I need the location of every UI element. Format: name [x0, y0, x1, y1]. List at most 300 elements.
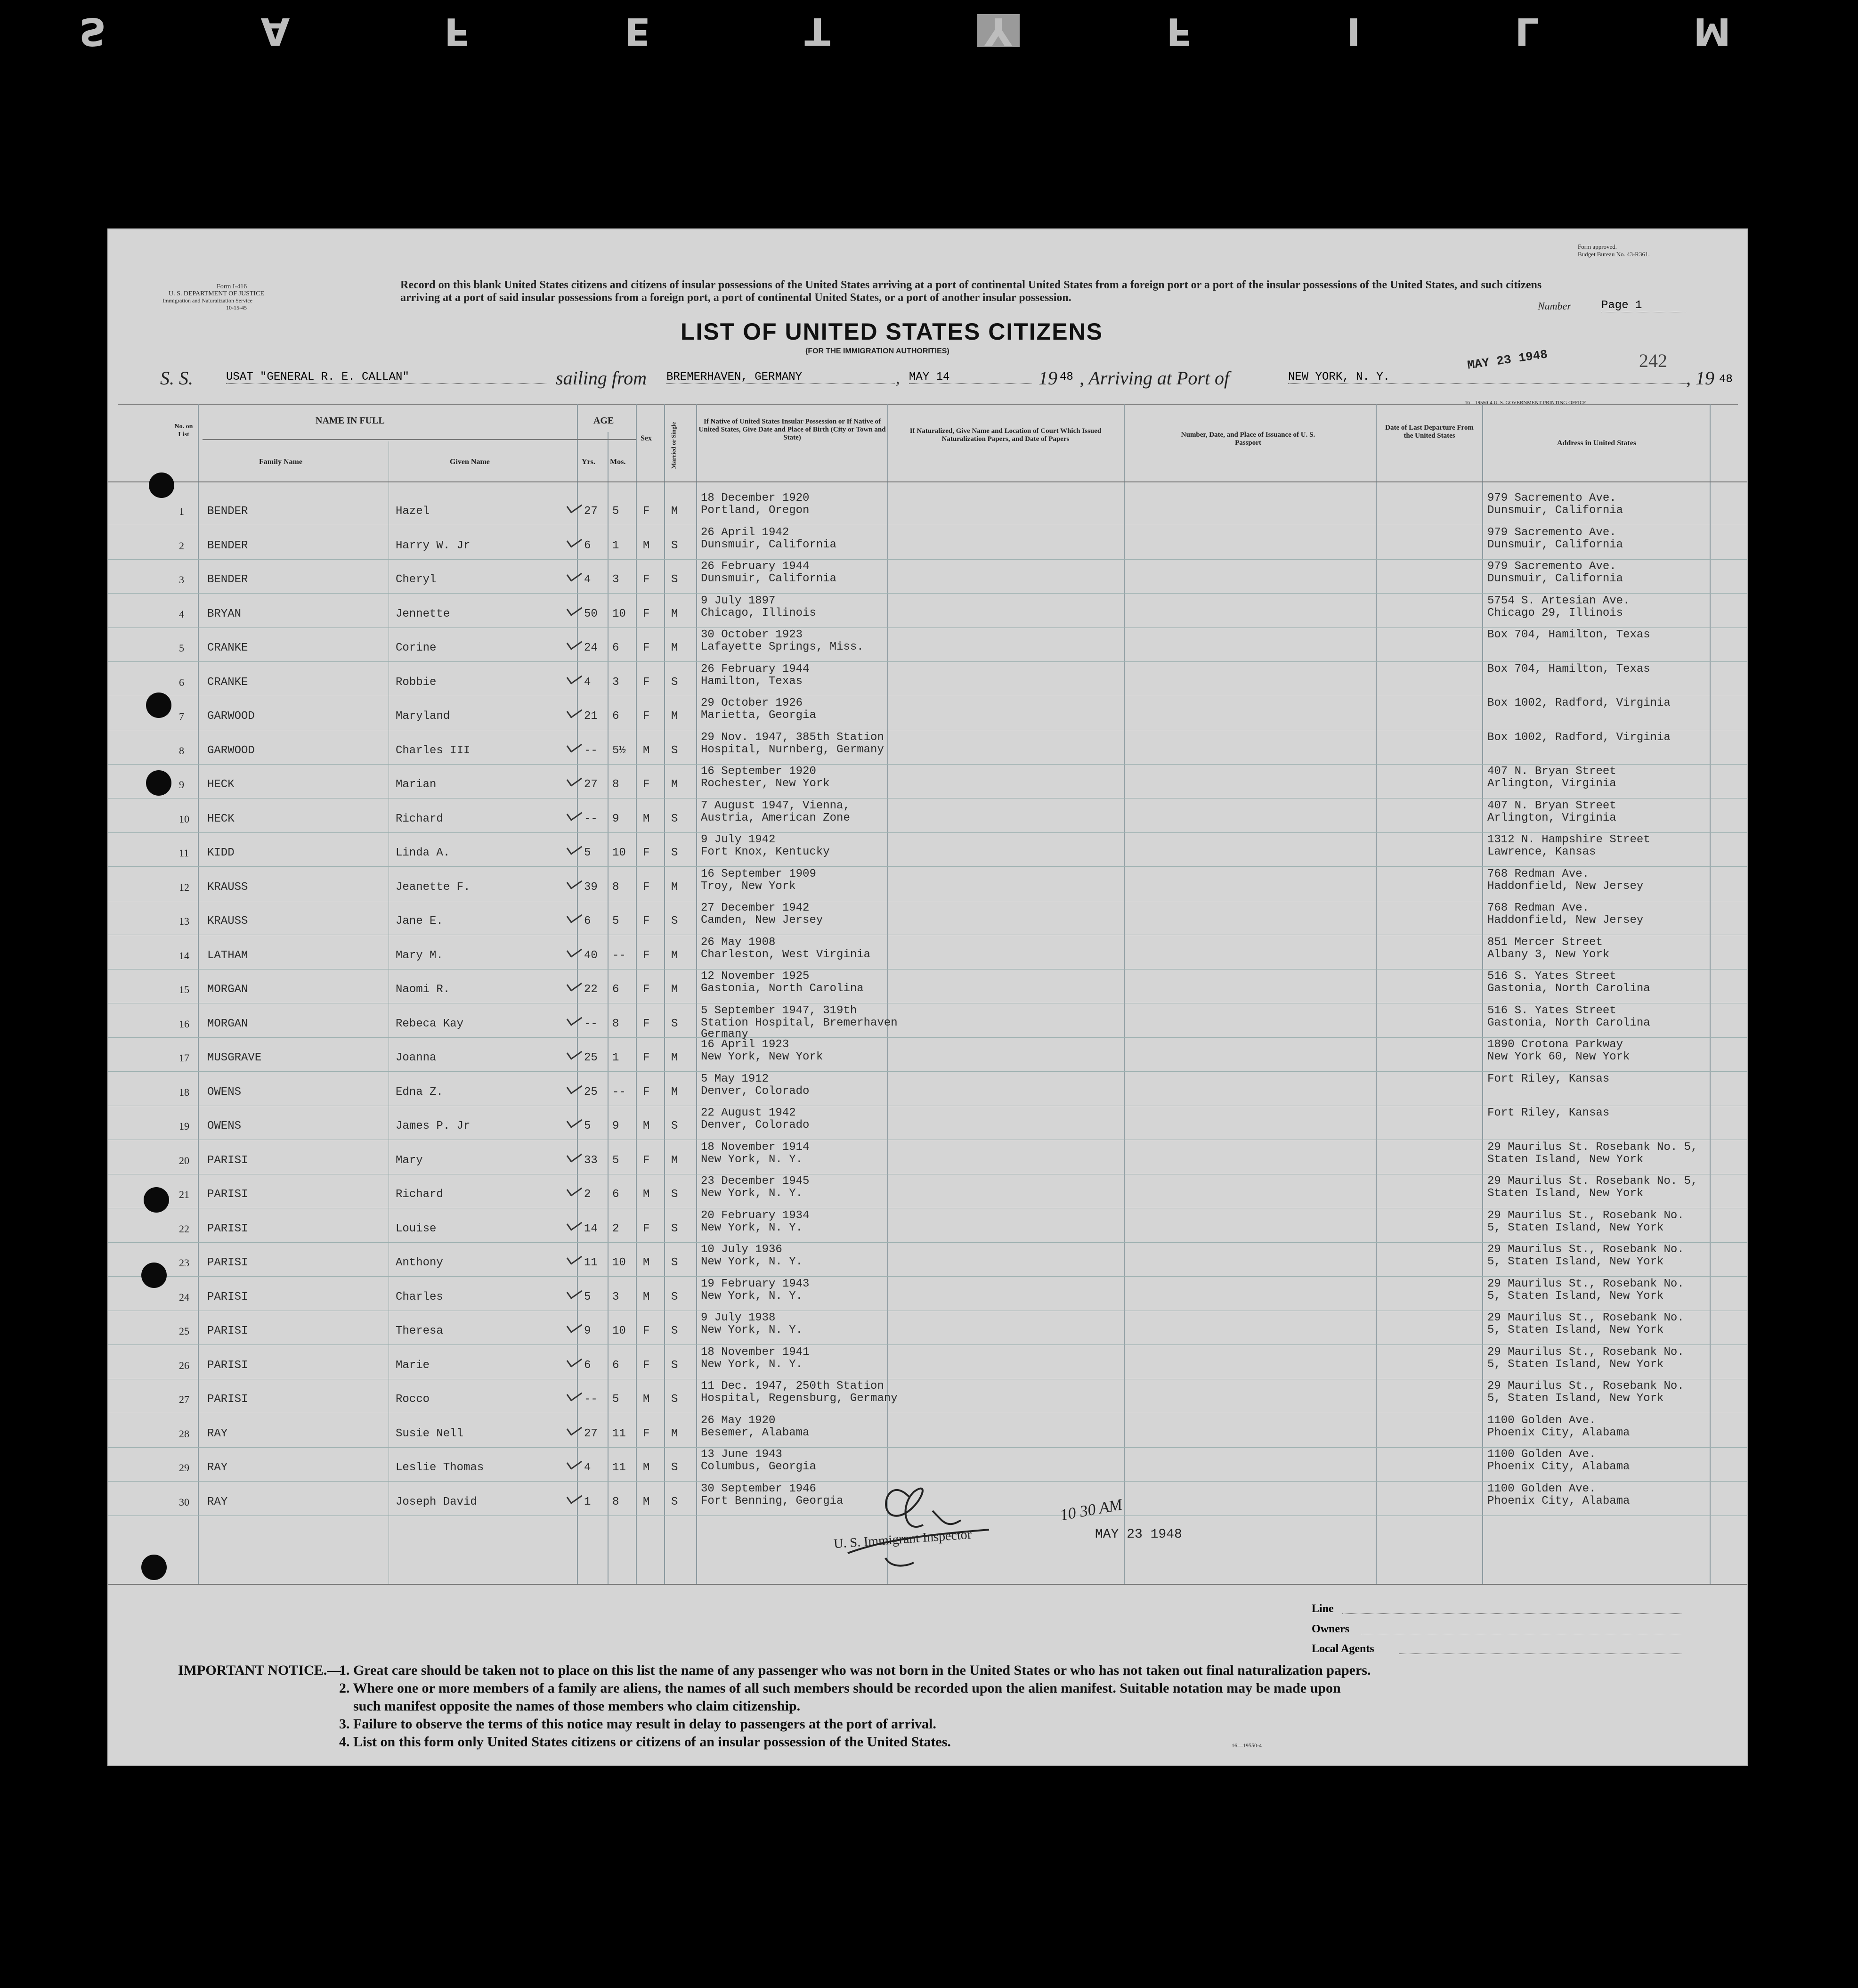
address-line-2: Phoenix City, Alabama [1487, 1494, 1630, 1507]
age-months: 6 [612, 1188, 619, 1201]
birth-place: New York, N. Y. [701, 1324, 803, 1336]
marital-status: S [671, 744, 678, 757]
birth-place: Fort Benning, Georgia [701, 1494, 844, 1507]
age-years: 6 [584, 1359, 591, 1372]
address-line-1: 768 Redman Ave. [1487, 867, 1590, 880]
signature-time: 10 30 AM [1058, 1496, 1124, 1524]
row-number: 10 [179, 813, 189, 825]
row-number: 3 [179, 574, 184, 586]
punch-hole [146, 693, 171, 718]
birth-place: Hospital, Regensburg, Germany [701, 1392, 898, 1405]
punch-hole [141, 1263, 167, 1288]
row-number: 29 [179, 1462, 189, 1474]
marital-status: S [671, 812, 678, 825]
birth-date: 7 August 1947, Vienna, [701, 799, 850, 812]
marital-status: S [671, 1359, 678, 1372]
age-years: 4 [584, 1461, 591, 1474]
col-naturalized: If Naturalized, Give Name and Location of Court Which Issued Naturalization Papers, and Date of Papers [909, 427, 1102, 443]
signature-stamp: MAY 23 1948 [1095, 1527, 1182, 1542]
year-suffix: 48 [1060, 371, 1073, 383]
form-intro: Record on this blank United States citizens and citizens of insular possessions of the United States arriving at a port of continental United States from a foreign port or a port of the insular possessions of the United States, and such citizens arriving at a port of said insular possessions from a foreign port, a port of continental United States, or a port of another insular possession. [400, 279, 1542, 304]
age-months: 3 [612, 573, 619, 586]
birth-date: 26 May 1920 [701, 1414, 776, 1427]
given-name: Linda A. [396, 847, 450, 859]
footer-code: 16—19550-4 [1232, 1742, 1262, 1749]
age-months: 1 [612, 539, 619, 552]
address-line-1: Fort Riley, Kansas [1487, 1072, 1610, 1085]
address-line-1: 29 Maurilus St., Rosebank No. [1487, 1243, 1684, 1256]
age-years: 1 [584, 1495, 591, 1508]
given-name: Rocco [396, 1393, 430, 1406]
age-months: -- [612, 949, 626, 962]
family-name: RAY [207, 1495, 228, 1508]
address-line-1: 29 Maurilus St., Rosebank No. [1487, 1209, 1684, 1222]
sex: F [643, 880, 650, 894]
address-line-2: Haddonfield, New Jersey [1487, 880, 1644, 893]
address-line-2: 5, Staten Island, New York [1487, 1289, 1664, 1303]
row-number: 25 [179, 1325, 189, 1337]
age-years: -- [584, 1393, 598, 1406]
address-line-2: Dunsmuir, California [1487, 538, 1623, 551]
age-months: 10 [612, 607, 626, 620]
birth-place: Fort Knox, Kentucky [701, 846, 830, 858]
row-number: 15 [179, 984, 189, 995]
film-edge-text: S A F E T Y F I L M [79, 9, 1801, 53]
birth-place: Lafayette Springs, Miss. [701, 641, 864, 653]
age-years: 11 [584, 1256, 598, 1269]
row-number: 5 [179, 642, 184, 654]
notice-label: IMPORTANT NOTICE.— [178, 1662, 341, 1678]
age-months: 11 [612, 1427, 626, 1440]
age-months: 1 [612, 1051, 619, 1064]
given-name: Joseph David [396, 1495, 477, 1508]
age-years: 40 [584, 949, 598, 962]
birth-date: 26 February 1944 [701, 560, 810, 573]
address-line-1: 407 N. Bryan Street [1487, 799, 1616, 812]
col-family-name: Family Name [259, 458, 302, 466]
birth-date: 5 May 1912 [701, 1072, 769, 1085]
birth-date: 16 April 1923 [701, 1038, 789, 1051]
birth-date: 23 December 1945 [701, 1175, 810, 1188]
address-line-2: 5, Staten Island, New York [1487, 1392, 1664, 1405]
age-years: 33 [584, 1154, 598, 1167]
birth-date: 16 September 1920 [701, 765, 816, 778]
family-name: BENDER [207, 539, 248, 552]
address-line-2: Staten Island, New York [1487, 1153, 1644, 1166]
sex: M [643, 1461, 650, 1474]
birth-date: 29 Nov. 1947, 385th Station [701, 731, 884, 744]
address-line-2: Gastonia, North Carolina [1487, 1016, 1650, 1029]
family-name: HECK [207, 778, 235, 791]
age-years: 25 [584, 1085, 598, 1099]
col-name-in-full: NAME IN FULL [316, 416, 385, 426]
birth-place: New York, N. Y. [701, 1153, 803, 1166]
age-months: 6 [612, 710, 619, 723]
marital-status: M [671, 949, 678, 962]
sex: F [643, 983, 650, 996]
family-name: HECK [207, 812, 235, 825]
age-years: -- [584, 812, 598, 825]
notice-2a: 2. Where one or more members of a family are aliens, the names of all such members should be recorded upon the alien manifest. Suitable notation may be made upon [339, 1680, 1341, 1696]
marital-status: S [671, 676, 678, 689]
age-months: 8 [612, 1017, 619, 1030]
family-name: PARISI [207, 1325, 248, 1337]
given-name: Richard [396, 1188, 443, 1201]
marital-status: S [671, 1495, 678, 1508]
given-name: Charles III [396, 744, 471, 757]
notice-1: 1. Great care should be taken not to place on this list the name of any passenger who was not born in the United States or who has not taken out final naturalization papers. [339, 1662, 1371, 1678]
col-no: No. on List [174, 423, 193, 438]
address-line-1: 29 Maurilus St., Rosebank No. [1487, 1277, 1684, 1290]
address-line-1: 407 N. Bryan Street [1487, 765, 1616, 778]
sex: F [643, 1085, 650, 1099]
marital-status: M [671, 1085, 678, 1099]
sex: M [643, 1495, 650, 1508]
address-line-2: 5, Staten Island, New York [1487, 1324, 1664, 1336]
sex: M [643, 812, 650, 825]
row-number: 23 [179, 1257, 189, 1269]
age-months: 6 [612, 642, 619, 654]
age-years: 25 [584, 1051, 598, 1064]
birth-place: New York, New York [701, 1051, 823, 1063]
given-name: Hazel [396, 505, 430, 518]
given-name: Edna Z. [396, 1085, 443, 1099]
footer-owners-label: Owners [1312, 1623, 1349, 1635]
date-stamp: MAY 23 1948 [1466, 347, 1549, 373]
sex: F [643, 949, 650, 962]
given-name: Marie [396, 1359, 430, 1372]
col-age: AGE [593, 416, 614, 426]
marital-status: M [671, 880, 678, 894]
given-name: Jeanette F. [396, 880, 471, 894]
age-months: 3 [612, 1290, 619, 1304]
address-line-2: Albany 3, New York [1487, 948, 1610, 961]
sex: F [643, 915, 650, 928]
birth-place: Station Hospital, Bremerhaven [701, 1016, 898, 1029]
birth-date: 18 November 1941 [701, 1345, 810, 1359]
footer-line-label: Line [1312, 1603, 1334, 1615]
marital-status: S [671, 1325, 678, 1337]
row-number: 4 [179, 608, 184, 620]
birth-place: Columbus, Georgia [701, 1460, 816, 1473]
marital-status: S [671, 1461, 678, 1474]
year-suffix-2: 48 [1719, 373, 1733, 386]
family-name: KIDD [207, 847, 235, 859]
address-line-2: Arlington, Virginia [1487, 811, 1616, 824]
birth-date: 11 Dec. 1947, 250th Station [701, 1380, 884, 1393]
form-approval: Form approved. [1578, 243, 1617, 250]
notice-4: 4. List on this form only United States citizens or citizens of an insular possession of the United States. [339, 1734, 951, 1750]
family-name: BRYAN [207, 607, 242, 620]
col-married: Married or Single [670, 422, 677, 469]
address-line-1: 851 Mercer Street [1487, 936, 1603, 949]
row-number: 28 [179, 1427, 189, 1440]
address-line-1: Box 1002, Radford, Virginia [1487, 697, 1671, 709]
inspector-title: U. S. Immigrant Inspector [833, 1527, 972, 1552]
sex: F [643, 778, 650, 791]
family-name: PARISI [207, 1222, 248, 1235]
marital-status: S [671, 1017, 678, 1030]
inspector-signature [791, 1464, 1093, 1577]
row-number: 2 [179, 539, 184, 552]
sex: M [643, 1188, 650, 1201]
age-years: 50 [584, 607, 598, 620]
address-line-1: 29 Maurilus St., Rosebank No. [1487, 1380, 1684, 1393]
age-years: 4 [584, 676, 591, 689]
sex: F [643, 1154, 650, 1167]
footer-agents-label: Local Agents [1312, 1643, 1374, 1655]
printing-office: 16—19550-4 U. S. GOVERNMENT PRINTING OFFICE [1465, 400, 1587, 406]
birth-place-extra: Germany [701, 1027, 748, 1041]
age-months: 10 [612, 1256, 626, 1269]
given-name: Corine [396, 642, 437, 654]
col-passport: Number, Date, and Place of Issuance of U. S. Passport [1181, 431, 1315, 447]
given-name: Rebeca Kay [396, 1017, 464, 1030]
birth-date: 9 July 1942 [701, 833, 776, 846]
col-mos: Mos. [610, 458, 626, 466]
birth-date: 10 July 1936 [701, 1243, 782, 1256]
age-years: 9 [584, 1325, 591, 1337]
address-line-2: Dunsmuir, California [1487, 572, 1623, 585]
address-line-1: 1100 Golden Ave. [1487, 1482, 1596, 1495]
arriving-label: , Arriving at Port of [1079, 367, 1230, 389]
manifest-sheet: Form I-416 U. S. DEPARTMENT OF JUSTICE Immigration and Naturalization Service 10-15-45 Form approved. Budget Bureau No. 43-R361. Record on this blank United States citizens and citizens of insular possessions of the United States arriving at a port of continental United States from a foreign port or a port of the insular possessions of the United States, and such citizens arriving at a port of said insular possessions from a foreign port, a port of continental United States, or a port of another insular possession. Number Page 1 LIST OF UNITED STATES CITIZENS (FOR THE IMMIGRATION AUTHORITIES) S. S. USAT "GENERAL R. E. CALLAN" sailing from BREMERHAVEN, GERMANY , MAY 14 19 48 , Arriving at Port of NEW YORK, N. Y. MAY 23 1948 , 19 48 242 16—19550-4 U. S. GOVERNMENT PRINTING OFFICE No. on List NAME IN FULL Family Name Given Name AGE Yrs. Mos. Sex Married or Single If Native of United States Insular Possession or If Native of United States, Give Date and Place of Birth (City or Town and State) If Naturalized, Give Name and Location of Court Which Issued Naturalization Papers, and Date of Papers Number, Date, and Place of Issuance of U. S. Passport Date of Last Departure From the United States Address in United States 1 BENDER Hazel 27 5 F M 18 December 1920 Portland, Oregon 979 Sacremento Ave. Dunsmuir, California 2 BENDER Harry W. Jr 6 1 M S 26 April 1942 Dunsmuir, California 979 Sacremento Ave. Dunsmuir, California 3 BENDER Cheryl 4 3 F S 26 February 1944 Dunsmuir, California 979 Sacremento Ave. Dunsmuir, California 4 BRYAN Jennette 50 10 F M 9 July 1897 Chicago, Illinois 5754 S. Artesian Ave. Chicago 29, Illinois 5 CRANKE Corine 24 6 F M 30 October 1923 Lafayette Springs, Miss. Box 704, Hamilton, Texas 6 CRANKE Robbie 4 3 F S 26 February 1944 Hamilton, Texas Box 704, Hamilton, Texas 7 GARWOOD Maryland 21 6 F M 29 October 1926 Marietta, Georgia Box 1002, Radford, Virginia 8 GARWOOD Charles III -- 5½ M S 29 Nov. 1947, 385th Station Hospital, Nurnberg, Germany Box 1002, Radford, Virginia 9 HECK Marian 27 8 F M 16 September 1920 Rochester, New York 407 N. Bryan Street Arlington, Virginia 10 HECK Richard -- 9 M S 7 August 1947, Vienna, Austria, American Zone 407 N. Bryan Street Arlington, Virginia 11 KIDD Linda A. 5 10 F S 9 July 1942 Fort Knox, Kentucky 1312 N. Hampshire Street Lawrence, Kansas 12 KRAUSS Jeanette F. 39 8 F M 16 September 1909 Troy, New York 768 Redman Ave. Haddonfield, New Jersey 13 KRAUSS Jane E. 6 5 F S 27 December 1942 Camden, New Jersey 768 Redman Ave. Haddonfield, New Jersey 14 LATHAM Mary M. 40 -- F M 26 May 1908 Charleston, West Virginia 851 Mercer Street Albany 3, New York 15 MORGAN Naomi R. 22 6 F M 12 November 1925 Gastonia, North Carolina 516 S. Yates Street Gastonia, North Carolina 16 MORGAN Rebeca Kay -- 8 F S 5 September 1947, 319th Station Hospital, Bremerhaven Germany 516 S. Yates Street Gastonia, North Carolina 17 MUSGRAVE Joanna 25 1 F M 16 April 1923 New York, New York 1890 Crotona Parkway New York 60, New York 18 OWENS Edna Z. 25 -- F M 5 May 1912 Denver, Colorado Fort Riley, Kansas 19 OWENS James P. Jr 5 9 M S 22 August 1942 Denver, Colorado Fort Riley, Kansas 20 PARISI Mary 33 5 F M 18 November 1914 New York, N. Y. 29 Maurilus St. Rosebank No. 5, Staten Island, New York 21 PARISI Richard 2 6 M S 23 December 1945 New York, N. Y. 29 Maurilus St. Rosebank No. 5, Staten Island, New York 22 PARISI Louise 14 2 F S 20 February 1934 New York, N. Y. 29 Maurilus St., Rosebank No. 5, Staten Island, New York 23 PARISI Anthony 11 10 M S 10 July 1936 New York, N. Y. 29 Maurilus St., Rosebank No. 5, Staten Island, New York 24 PARISI Charles 5 3 M S 19 February 1943 New York, N. Y. 29 Maurilus St., Rosebank No. 5, Staten Island, New York 25 PARISI Theresa 9 10 F S 9 July 1938 New York, N. Y. 29 Maurilus St., Rosebank No. 5, Staten Island, New York 26 PARISI Marie 6 6 F S 18 November 1941 New York, N. Y. 29 Maurilus St., Rosebank No. 5, Staten Island, New York 27 PARISI Rocco -- 5 M S 11 Dec. 1947, 250th Station Hospital, Regensburg, Germany 29 Maurilus St., Rosebank No. 5, Staten Island, New York 28 RAY Susie Nell 27 11 F M 26 May 1920 Besemer, Alabama 1100 Golden Ave. Phoenix City, Alabama 29 RAY Leslie Thomas 4 11 M S 13 June 1943 Columbus, Georgia 1100 Golden Ave. Phoenix City, Alabama 30 RAY Joseph David 1 8 M S 30 September 1946 Fort Benning, Georgia 1100 Golden Ave. Phoenix City, Alabama U. S. Immigrant Inspector 10 30 AM MAY 23 1948 Line Owners Local Agents IMPORTANT NOTICE.— 1. Great care should be taken not to place on this list the name of any passenger who was not born in the United States or who has not taken out final naturalization papers. 2. Where one or more members of a family are aliens, the names of all such members should be recorded upon the alien manifest. Suitable notation may be made upon such manifest opposite the names of those members who claim citizenship. 3. Failure to observe the terms of this notice may result in delay to passengers at the port of arrival. 4. List on this form only United States citizens or citizens of an insular possession of the United States. 16—19550-4 [107, 228, 1748, 1766]
family-name: PARISI [207, 1256, 248, 1269]
family-name: OWENS [207, 1120, 242, 1133]
birth-date: 16 September 1909 [701, 867, 816, 880]
form-dept: U. S. DEPARTMENT OF JUSTICE [169, 290, 264, 297]
marital-status: M [671, 1427, 678, 1440]
address-line-1: 29 Maurilus St. Rosebank No. 5, [1487, 1141, 1698, 1154]
address-line-2: 5, Staten Island, New York [1487, 1221, 1664, 1234]
address-line-1: 516 S. Yates Street [1487, 970, 1616, 983]
form-date: 10-15-45 [226, 304, 247, 311]
family-name: KRAUSS [207, 915, 248, 928]
family-name: PARISI [207, 1393, 248, 1406]
family-name: BENDER [207, 505, 248, 518]
birth-place: Portland, Oregon [701, 504, 810, 517]
birth-date: 5 September 1947, 319th [701, 1004, 857, 1017]
age-months: 5 [612, 915, 619, 928]
address-line-2: 5, Staten Island, New York [1487, 1255, 1664, 1268]
marital-status: M [671, 642, 678, 654]
age-months: 6 [612, 983, 619, 996]
notice-3: 3. Failure to observe the terms of this notice may result in delay to passengers at the port of arrival. [339, 1716, 936, 1732]
birth-date: 18 December 1920 [701, 492, 810, 505]
age-months: 10 [612, 847, 626, 859]
sex: F [643, 676, 650, 689]
age-years: 2 [584, 1188, 591, 1201]
birth-place: Denver, Colorado [701, 1084, 810, 1098]
given-name: Harry W. Jr [396, 539, 471, 552]
age-months: 10 [612, 1325, 626, 1337]
given-name: Jane E. [396, 915, 443, 928]
form-budget: Budget Bureau No. 43-R361. [1578, 251, 1650, 258]
age-years: -- [584, 1017, 598, 1030]
birth-place: Marietta, Georgia [701, 709, 816, 722]
sex: M [643, 744, 650, 757]
marital-status: S [671, 1188, 678, 1201]
birth-place: Chicago, Illinois [701, 606, 816, 619]
year-prefix: 19 [1039, 367, 1057, 389]
age-months: 2 [612, 1222, 619, 1235]
row-number: 22 [179, 1222, 189, 1235]
age-years: 5 [584, 1290, 591, 1304]
address-line-1: 979 Sacremento Ave. [1487, 560, 1616, 573]
row-number: 8 [179, 744, 184, 757]
sailing-date: MAY 14 [909, 371, 1031, 384]
birth-place: New York, N. Y. [701, 1358, 803, 1371]
age-months: 11 [612, 1461, 626, 1474]
given-name: Richard [396, 812, 443, 825]
given-name: Jennette [396, 607, 450, 620]
marital-status: M [671, 505, 678, 518]
age-years: 27 [584, 778, 598, 791]
age-months: 8 [612, 1495, 619, 1508]
sex: F [643, 573, 650, 586]
age-months: 8 [612, 880, 619, 894]
birth-date: 29 October 1926 [701, 697, 803, 709]
sex: F [643, 1051, 650, 1064]
birth-date: 30 September 1946 [701, 1482, 816, 1495]
address-line-1: 768 Redman Ave. [1487, 902, 1590, 914]
family-name: CRANKE [207, 642, 248, 654]
punch-hole [141, 1555, 167, 1580]
given-name: Louise [396, 1222, 437, 1235]
page-number: 242 [1639, 350, 1667, 371]
punch-hole [144, 1187, 169, 1213]
family-name: RAY [207, 1461, 228, 1474]
age-years: 39 [584, 880, 598, 894]
birth-place: Besemer, Alabama [701, 1426, 810, 1439]
age-years: 5 [584, 847, 591, 859]
birth-place: Hamilton, Texas [701, 675, 803, 688]
family-name: RAY [207, 1427, 228, 1440]
birth-place: Rochester, New York [701, 777, 830, 790]
address-line-2: Dunsmuir, California [1487, 504, 1623, 517]
birth-date: 26 May 1908 [701, 936, 776, 949]
address-line-2: Staten Island, New York [1487, 1187, 1644, 1200]
age-months: 6 [612, 1359, 619, 1372]
family-name: MUSGRAVE [207, 1051, 262, 1064]
birth-date: 18 November 1914 [701, 1141, 810, 1154]
birth-place: New York, N. Y. [701, 1289, 803, 1303]
address-line-2: Arlington, Virginia [1487, 777, 1616, 790]
ss-label: S. S. [160, 367, 193, 389]
col-departure: Date of Last Departure From the United States [1385, 424, 1474, 440]
marital-status: S [671, 1256, 678, 1269]
given-name: Naomi R. [396, 983, 450, 996]
birth-date: 22 August 1942 [701, 1107, 796, 1119]
sex: F [643, 1222, 650, 1235]
sex: F [643, 505, 650, 518]
family-name: PARISI [207, 1188, 248, 1201]
address-line-1: Box 1002, Radford, Virginia [1487, 731, 1671, 744]
age-years: -- [584, 744, 598, 757]
given-name: Joanna [396, 1051, 437, 1064]
age-years: 6 [584, 915, 591, 928]
age-months: 8 [612, 778, 619, 791]
col-sex: Sex [641, 434, 652, 442]
birth-place: Denver, Colorado [701, 1119, 810, 1132]
col-address: Address in United States [1557, 439, 1637, 447]
family-name: LATHAM [207, 949, 248, 962]
address-line-2: Gastonia, North Carolina [1487, 982, 1650, 995]
address-line-1: 29 Maurilus St., Rosebank No. [1487, 1345, 1684, 1359]
family-name: BENDER [207, 573, 248, 586]
row-number: 11 [179, 847, 189, 859]
from-port: BREMERHAVEN, GERMANY [666, 371, 895, 384]
given-name: Charles [396, 1290, 443, 1304]
address-line-2: 5, Staten Island, New York [1487, 1358, 1664, 1371]
sex: F [643, 847, 650, 859]
punch-hole [149, 473, 174, 498]
sex: F [643, 1325, 650, 1337]
marital-status: M [671, 983, 678, 996]
page-title: LIST OF UNITED STATES CITIZENS [681, 318, 1103, 345]
age-years: 5 [584, 1120, 591, 1133]
address-line-2: Phoenix City, Alabama [1487, 1426, 1630, 1439]
form-id: Form I-416 [217, 283, 247, 290]
sex: M [643, 539, 650, 552]
row-number: 7 [179, 710, 184, 722]
sex: F [643, 607, 650, 620]
address-line-2: Lawrence, Kansas [1487, 846, 1596, 858]
given-name: Theresa [396, 1325, 443, 1337]
address-line-1: 29 Maurilus St., Rosebank No. [1487, 1312, 1684, 1324]
family-name: MORGAN [207, 983, 248, 996]
marital-status: S [671, 573, 678, 586]
marital-status: M [671, 607, 678, 620]
birth-date: 9 July 1897 [701, 594, 776, 607]
given-name: Mary [396, 1154, 423, 1167]
marital-status: S [671, 847, 678, 859]
age-months: 5 [612, 1393, 619, 1406]
birth-place: Charleston, West Virginia [701, 948, 871, 961]
address-line-2: New York 60, New York [1487, 1051, 1630, 1063]
given-name: Marian [396, 778, 437, 791]
given-name: Susie Nell [396, 1427, 464, 1440]
row-number: 14 [179, 949, 189, 961]
birth-date: 30 October 1923 [701, 628, 803, 641]
family-name: MORGAN [207, 1017, 248, 1030]
address-line-1: 516 S. Yates Street [1487, 1004, 1616, 1017]
row-number: 24 [179, 1291, 189, 1303]
row-number: 20 [179, 1154, 189, 1166]
marital-status: S [671, 1120, 678, 1133]
birth-place: Dunsmuir, California [701, 538, 837, 551]
family-name: CRANKE [207, 676, 248, 689]
page-subtitle: (FOR THE IMMIGRATION AUTHORITIES) [805, 347, 949, 355]
age-months: 9 [612, 1120, 619, 1133]
age-months: -- [612, 1085, 626, 1099]
birth-date: 20 February 1934 [701, 1209, 810, 1222]
col-birth: If Native of United States Insular Possession or If Native of United States, Give Date and Place of Birth (City or Town and State) [698, 418, 886, 441]
marital-status: M [671, 1154, 678, 1167]
birth-place: Austria, American Zone [701, 811, 850, 824]
age-months: 9 [612, 812, 619, 825]
family-name: PARISI [207, 1359, 248, 1372]
birth-place: New York, N. Y. [701, 1221, 803, 1234]
row-number: 19 [179, 1120, 189, 1132]
marital-status: S [671, 539, 678, 552]
row-number: 27 [179, 1393, 189, 1405]
address-line-1: 29 Maurilus St. Rosebank No. 5, [1487, 1175, 1698, 1188]
sex: M [643, 1393, 650, 1406]
address-line-1: Box 704, Hamilton, Texas [1487, 662, 1650, 676]
row-number: 26 [179, 1359, 189, 1371]
birth-date: 26 April 1942 [701, 526, 789, 539]
